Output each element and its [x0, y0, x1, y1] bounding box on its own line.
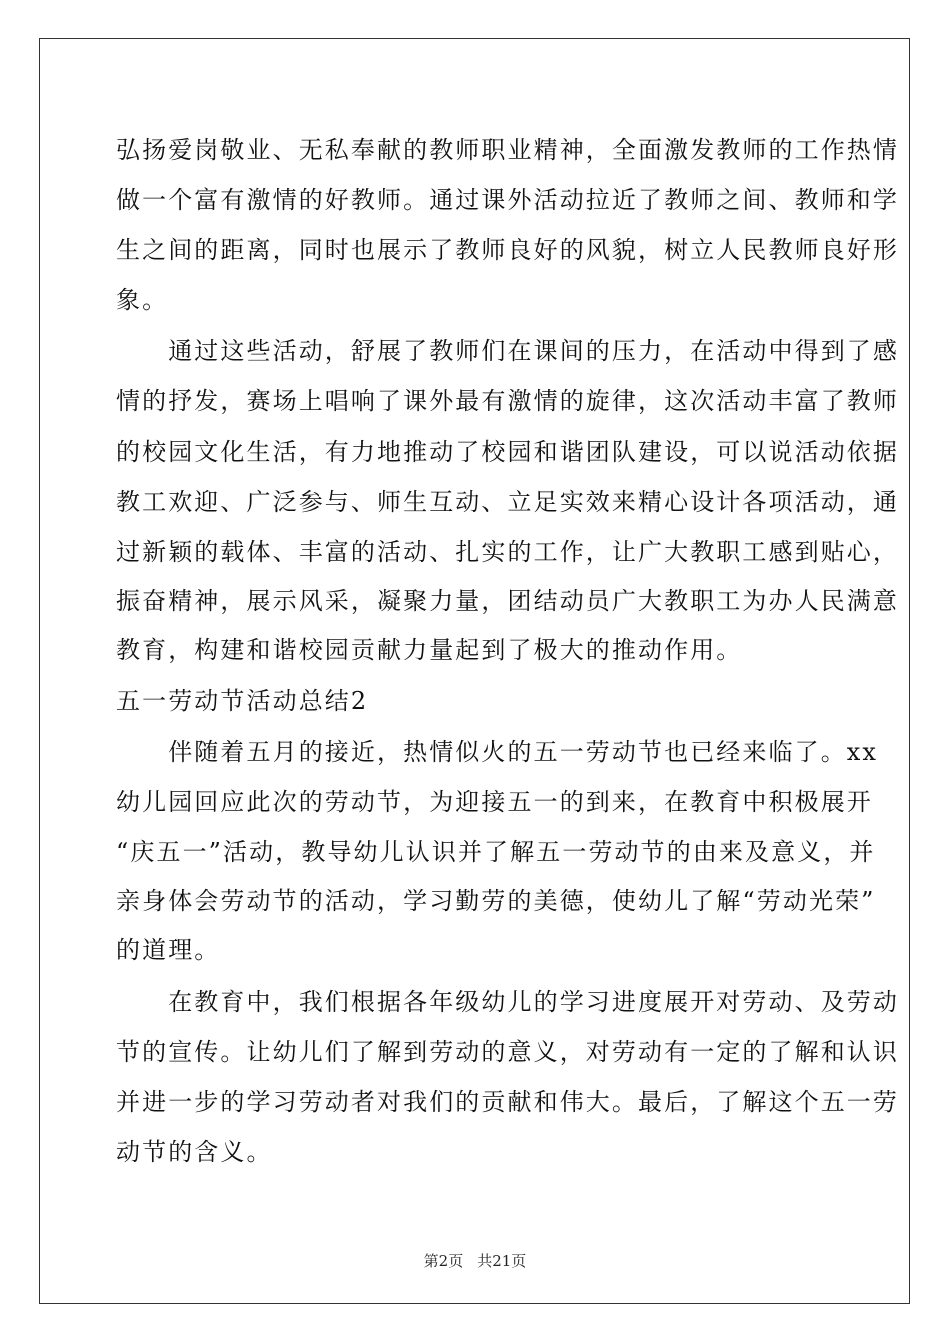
page-footer: [0, 1251, 950, 1271]
text-line: 伴随着五月的接近，热情似火的五一劳动节也已经来临了。xx: [116, 738, 879, 766]
text-line: 生之间的距离，同时也展示了教师良好的风貌，树立人民教师良好形: [116, 236, 899, 264]
text-line: 教育，构建和谐校园贡献力量起到了极大的推动作用。: [116, 636, 743, 664]
text-line: 的校园文化生活，有力地推动了校园和谐团队建设，可以说活动依据: [116, 438, 899, 466]
text-line: 弘扬爱岗敬业、无私奉献的教师职业精神，全面激发教师的工作热情: [116, 136, 899, 164]
text-line: 并进一步的学习劳动者对我们的贡献和伟大。最后，了解这个五一劳: [116, 1088, 899, 1116]
text-line: “庆五一”活动，教导幼儿认识并了解五一劳动节的由来及意义，并: [116, 838, 876, 866]
text-line: 通过这些活动，舒展了教师们在课间的压力，在活动中得到了感: [116, 337, 899, 365]
text-line: 的道理。: [116, 936, 221, 964]
page-number: 第2页: [423, 1252, 464, 1270]
text-line: 动节的含义。: [116, 1138, 273, 1166]
text-line: 教工欢迎、广泛参与、师生互动、立足实效来精心设计各项活动，通: [116, 488, 899, 516]
text-line: 亲身体会劳动节的活动，学习勤劳的美德，使幼儿了解“劳动光荣”: [116, 887, 876, 915]
text-line: 振奋精神，展示风采，凝聚力量，团结动员广大教职工为办人民满意: [116, 587, 899, 615]
text-line: 节的宣传。让幼儿们了解到劳动的意义，对劳动有一定的了解和认识: [116, 1038, 899, 1066]
text-line: 幼儿园回应此次的劳动节，为迎接五一的到来，在教育中积极展开: [116, 788, 873, 816]
text-line: 情的抒发，赛场上唱响了课外最有激情的旋律，这次活动丰富了教师: [116, 387, 899, 415]
text-line: 过新颖的载体、丰富的活动、扎实的工作，让广大教职工感到贴心，: [116, 538, 899, 566]
text-line: 象。: [116, 286, 169, 314]
text-line: 做一个富有激情的好教师。通过课外活动拉近了教师之间、教师和学: [116, 186, 899, 214]
text-line: 在教育中，我们根据各年级幼儿的学习进度展开对劳动、及劳动: [116, 988, 899, 1016]
section-heading: 五一劳动节活动总结2: [116, 687, 369, 715]
page-total: 共21页: [477, 1252, 527, 1270]
